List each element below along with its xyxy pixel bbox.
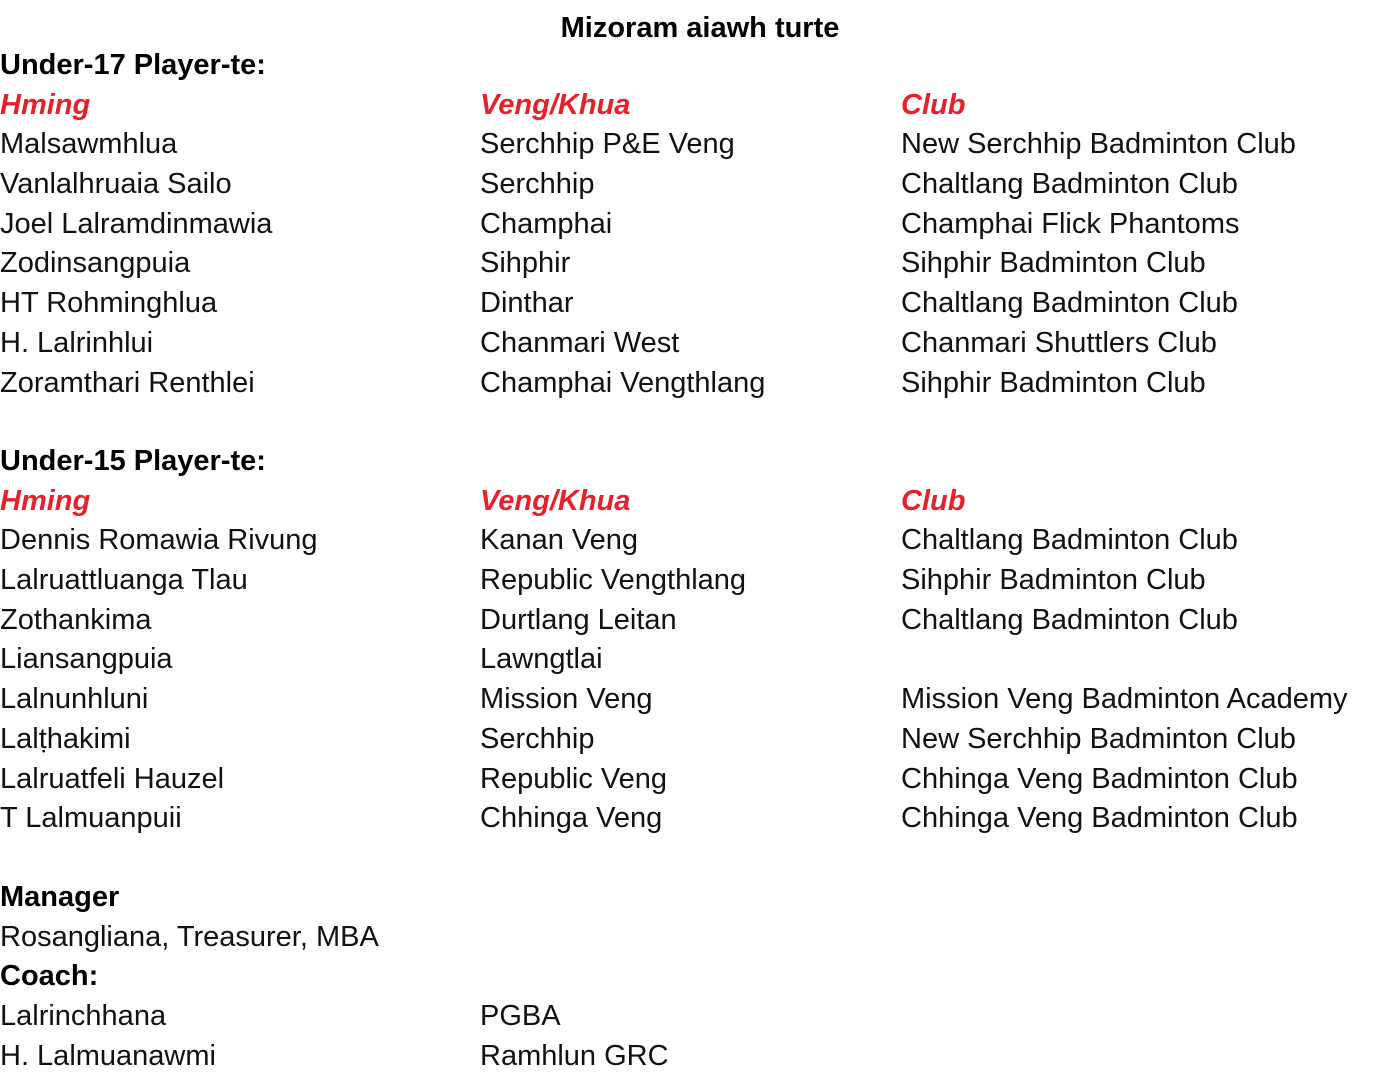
staff-section bbox=[0, 878, 1400, 1076]
player-name: Dennis Romawia Rivung bbox=[0, 524, 318, 557]
player-name: Vanlalhruaia Sailo bbox=[0, 168, 232, 201]
player-row bbox=[0, 680, 1400, 720]
coach-affiliation: Ramhlun GRC bbox=[480, 1039, 669, 1072]
player-row bbox=[0, 561, 1400, 601]
player-name: H. Lalrinhlui bbox=[0, 326, 154, 359]
under17-section bbox=[0, 46, 1400, 403]
player-name: Lalruattluanga Tlau bbox=[0, 564, 248, 597]
column-header-locality: Veng/Khua bbox=[480, 484, 631, 517]
player-locality: Sihphir bbox=[480, 247, 571, 280]
column-header-name: Hming bbox=[0, 88, 91, 121]
player-locality: Dinthar bbox=[480, 287, 574, 320]
player-club: New Serchhip Badminton Club bbox=[901, 128, 1296, 161]
column-header-row bbox=[0, 482, 1400, 522]
player-club: Mission Veng Badminton Academy bbox=[901, 683, 1348, 716]
player-locality: Serchhip bbox=[480, 722, 595, 755]
player-club: Chaltlang Badminton Club bbox=[901, 524, 1238, 557]
player-locality: Serchhip P&E Veng bbox=[480, 128, 735, 161]
player-locality: Serchhip bbox=[480, 168, 595, 201]
player-row bbox=[0, 640, 1400, 680]
player-locality: Kanan Veng bbox=[480, 524, 639, 557]
player-row bbox=[0, 521, 1400, 561]
under17-heading: Under-17 Player-te: bbox=[0, 49, 266, 81]
player-locality: Champhai Vengthlang bbox=[480, 366, 766, 399]
player-row bbox=[0, 165, 1400, 205]
column-header-row bbox=[0, 86, 1400, 126]
player-row bbox=[0, 601, 1400, 641]
player-row bbox=[0, 324, 1400, 364]
player-club: Chhinga Veng Badminton Club bbox=[901, 802, 1298, 835]
player-locality: Republic Veng bbox=[480, 762, 668, 795]
under15-heading: Under-15 Player-te: bbox=[0, 445, 266, 477]
coach-heading-row bbox=[0, 957, 1400, 997]
column-header-club: Club bbox=[901, 88, 966, 121]
coach-heading: Coach: bbox=[0, 960, 99, 993]
manager-heading-row bbox=[0, 878, 1400, 918]
document-title: Mizoram aiawh turte bbox=[560, 12, 840, 44]
player-club: Champhai Flick Phantoms bbox=[901, 207, 1240, 240]
player-name: Lalruatfeli Hauzel bbox=[0, 762, 225, 795]
player-row bbox=[0, 205, 1400, 245]
player-club: Chaltlang Badminton Club bbox=[901, 287, 1238, 320]
player-club: Chanmari Shuttlers Club bbox=[901, 326, 1217, 359]
coach-name: Lalrinchhana bbox=[0, 1000, 167, 1033]
player-name: Zodinsangpuia bbox=[0, 247, 191, 280]
section-heading-row bbox=[0, 46, 1400, 86]
player-row bbox=[0, 364, 1400, 404]
player-locality: Mission Veng bbox=[480, 683, 653, 716]
column-header-name: Hming bbox=[0, 484, 91, 517]
coach-row bbox=[0, 1037, 1400, 1077]
player-name: Malsawmhlua bbox=[0, 128, 178, 161]
player-club: New Serchhip Badminton Club bbox=[901, 722, 1296, 755]
player-row bbox=[0, 799, 1400, 839]
player-row bbox=[0, 284, 1400, 324]
manager-row bbox=[0, 918, 1400, 958]
manager-name: Rosangliana, Treasurer, MBA bbox=[0, 920, 379, 953]
player-club: Chaltlang Badminton Club bbox=[901, 603, 1238, 636]
player-name: Lalṭhakimi bbox=[0, 722, 131, 755]
player-name: HT Rohminghlua bbox=[0, 287, 218, 320]
coach-row bbox=[0, 997, 1400, 1037]
column-header-club: Club bbox=[901, 484, 966, 517]
player-club: Chhinga Veng Badminton Club bbox=[901, 762, 1298, 795]
coach-name: H. Lalmuanawmi bbox=[0, 1039, 216, 1072]
manager-heading: Manager bbox=[0, 881, 120, 913]
player-locality: Republic Vengthlang bbox=[480, 564, 747, 597]
player-club: Chaltlang Badminton Club bbox=[901, 168, 1238, 201]
player-name: T Lalmuanpuii bbox=[0, 802, 182, 835]
player-name: Zoramthari Renthlei bbox=[0, 366, 255, 399]
player-club: Sihphir Badminton Club bbox=[901, 564, 1206, 597]
player-club: Sihphir Badminton Club bbox=[901, 366, 1206, 399]
column-header-locality: Veng/Khua bbox=[480, 88, 631, 121]
player-locality: Champhai bbox=[480, 207, 613, 240]
player-name: Lalnunhluni bbox=[0, 683, 149, 716]
player-locality: Durtlang Leitan bbox=[480, 603, 677, 636]
under15-section bbox=[0, 442, 1400, 839]
section-heading-row bbox=[0, 442, 1400, 482]
player-row bbox=[0, 720, 1400, 760]
player-row bbox=[0, 125, 1400, 165]
player-name: Liansangpuia bbox=[0, 643, 173, 676]
player-name: Zothankima bbox=[0, 603, 152, 636]
player-row bbox=[0, 760, 1400, 800]
player-locality: Chanmari West bbox=[480, 326, 680, 359]
player-row bbox=[0, 244, 1400, 284]
player-locality: Lawngtlai bbox=[480, 643, 603, 676]
player-locality: Chhinga Veng bbox=[480, 802, 663, 835]
player-club: Sihphir Badminton Club bbox=[901, 247, 1206, 280]
coach-affiliation: PGBA bbox=[480, 1000, 561, 1033]
player-name: Joel Lalramdinmawia bbox=[0, 207, 273, 240]
